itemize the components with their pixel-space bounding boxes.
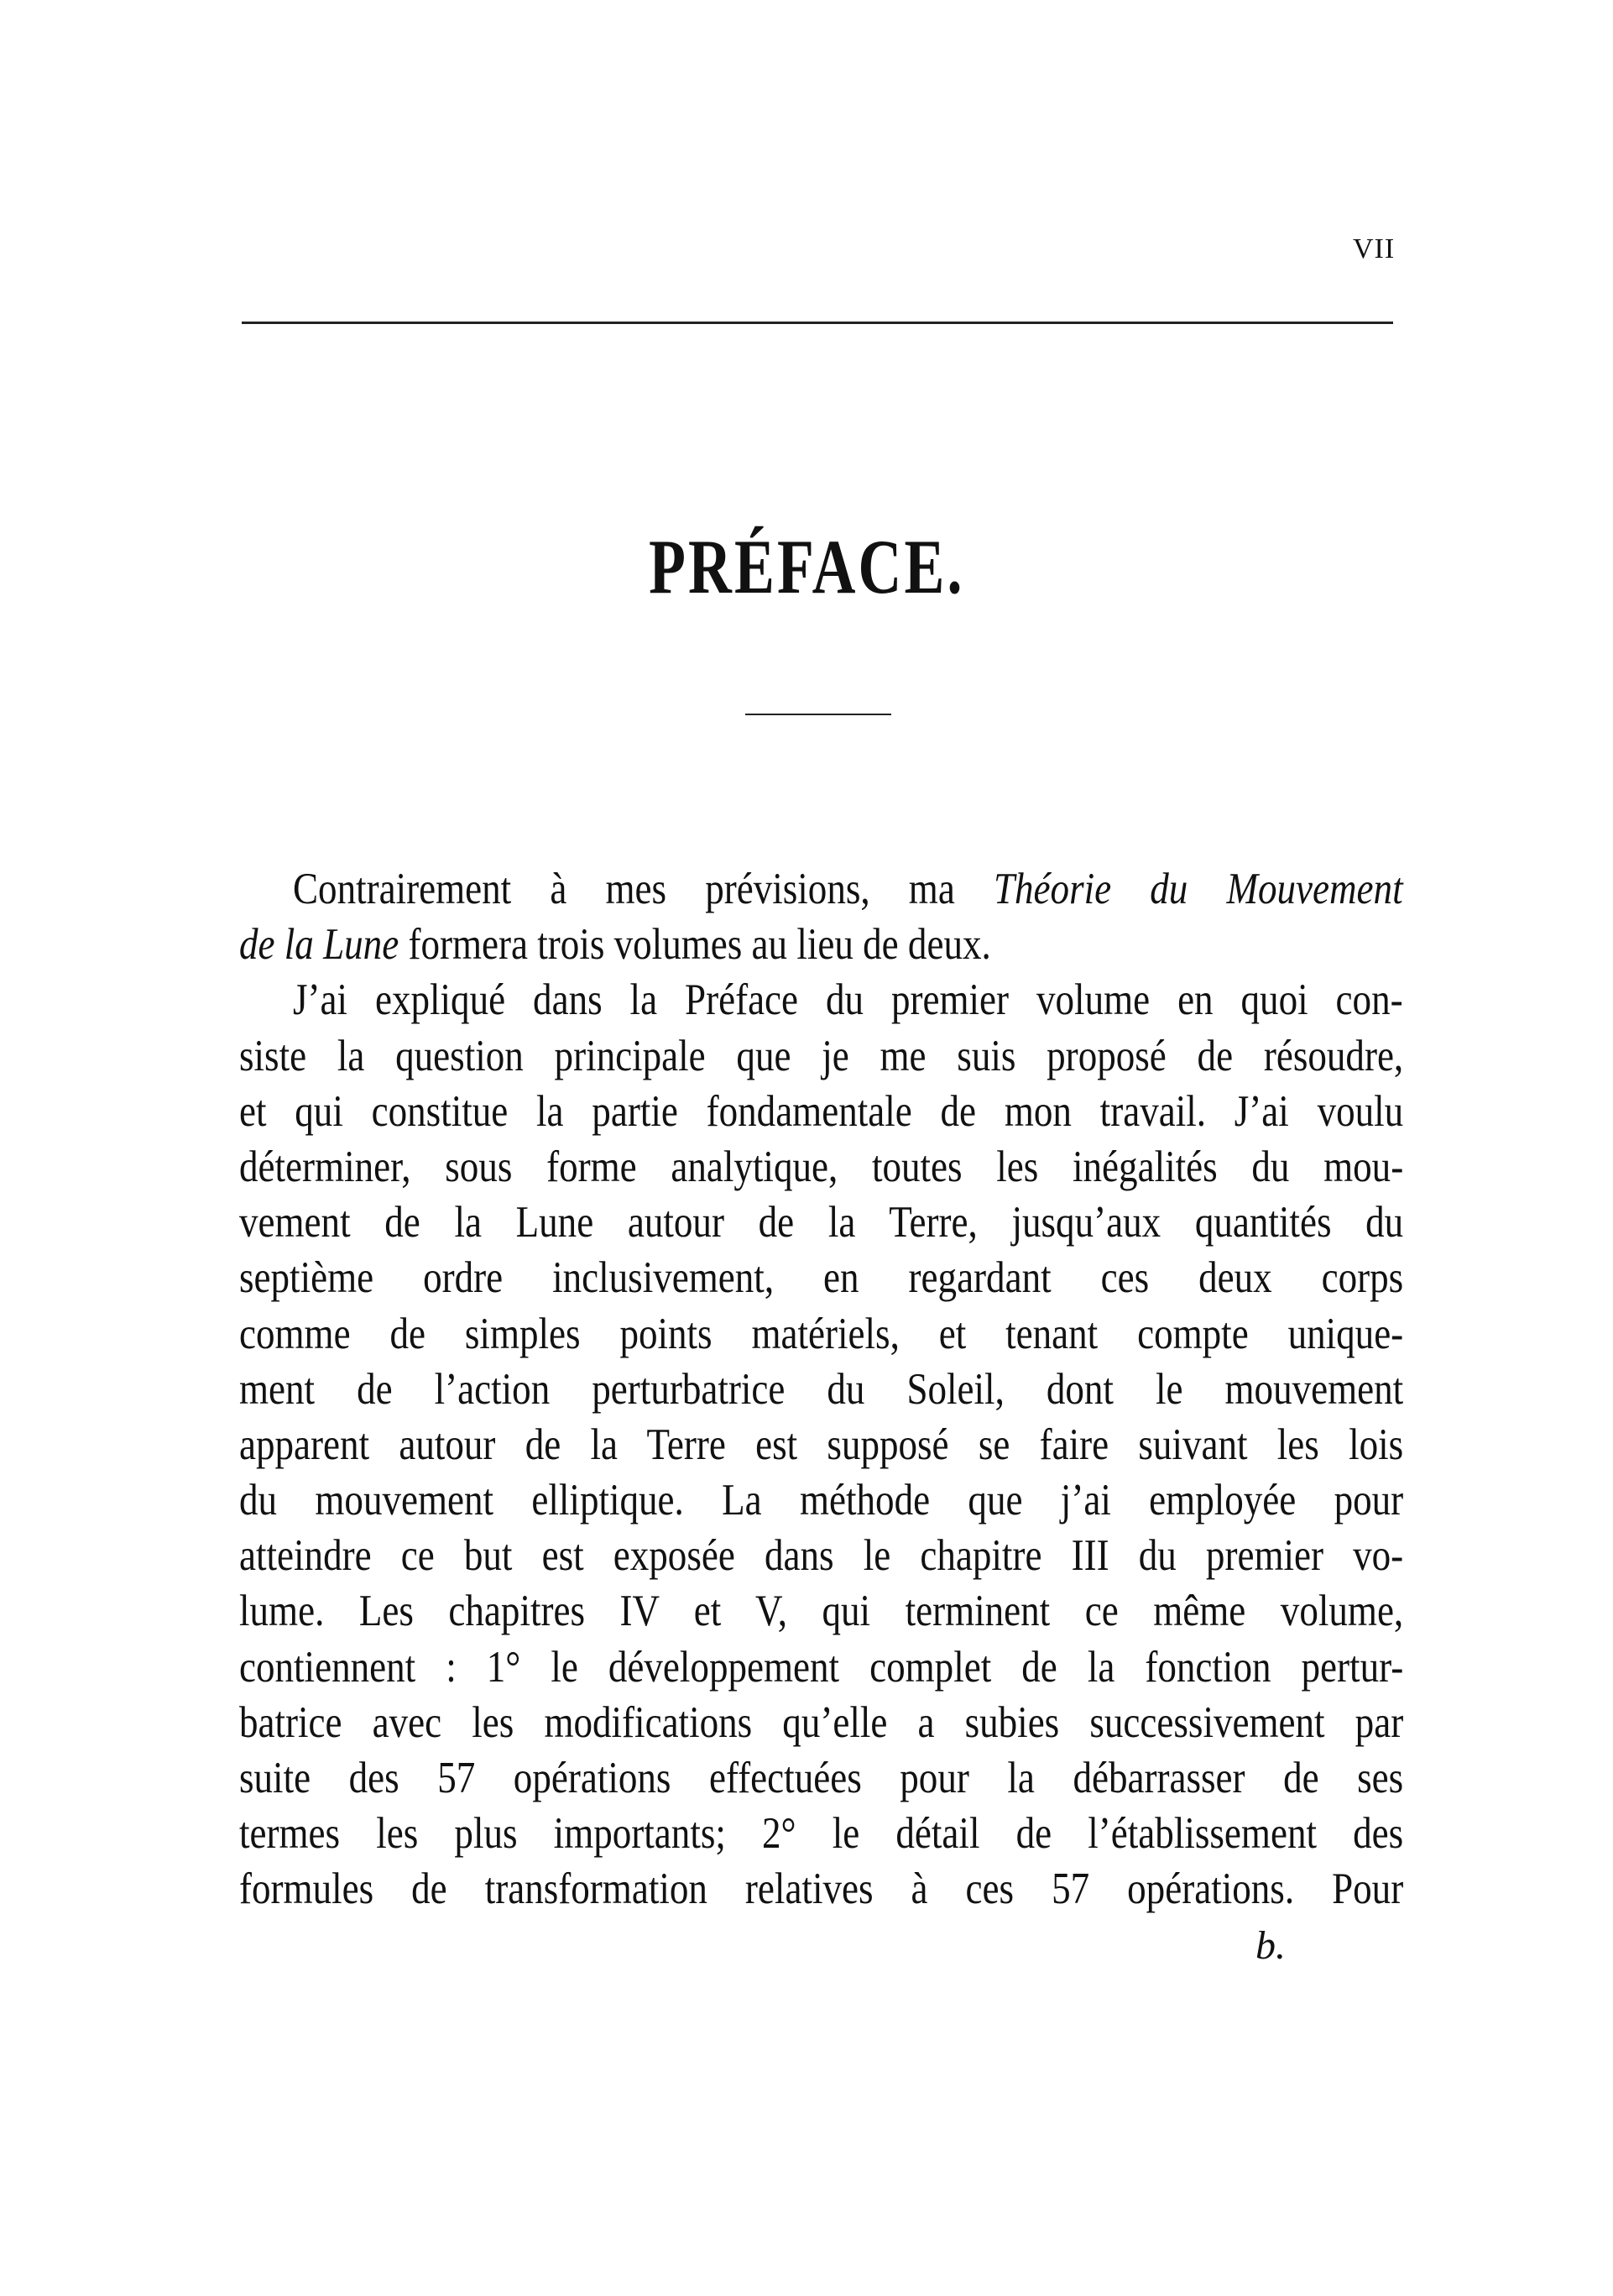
- line-text: Contrairement à mes prévisions, ma: [293, 865, 994, 913]
- line-text: termes les plus importants; 2° le détail de l’établissement des: [239, 1809, 1404, 1859]
- text-line: [239, 1861, 1403, 1917]
- page-number: VII: [1353, 233, 1396, 264]
- text-line: [239, 1362, 1403, 1417]
- text-line: [239, 1695, 1403, 1750]
- book-title-italic: Théorie du Mouvement: [993, 865, 1403, 913]
- chapter-title-text: PRÉFACE.: [648, 524, 965, 609]
- text-line: [239, 1306, 1403, 1362]
- line-text: batrice avec les modifications qu’elle a subies successivement par: [239, 1697, 1404, 1747]
- line-text: déterminer, sous forme analytique, toutes les inégalités du mou-: [239, 1142, 1404, 1191]
- text-line: [239, 1250, 1403, 1305]
- text-line: [239, 1139, 1403, 1195]
- text-line: [239, 1472, 1403, 1528]
- line-text: comme de simples points matériels, et tenant compte unique-: [239, 1309, 1404, 1358]
- text-line: [239, 1028, 1403, 1084]
- signature-mark: b.: [1255, 1923, 1286, 1968]
- text-line: [239, 1528, 1403, 1583]
- line-text: siste la question principale que je me suis proposé de résoudre,: [239, 1031, 1404, 1080]
- line-text: vement de la Lune autour de la Terre, jusqu’aux quantités du: [239, 1198, 1404, 1247]
- body-text: [239, 861, 1403, 1917]
- line-text: formera trois volumes au lieu de deux.: [399, 920, 991, 970]
- text-line: [239, 1583, 1403, 1639]
- text-line: [239, 1640, 1403, 1695]
- line-text: ment de l’action perturbatrice du Soleil, dont le mouvement: [239, 1364, 1404, 1414]
- chapter-title: [0, 522, 1613, 611]
- line-text: apparent autour de la Terre est supposé se faire suivant les lois: [239, 1420, 1404, 1469]
- line-text: atteindre ce but est exposée dans le chapitre III du premier vo-: [239, 1531, 1404, 1581]
- line-text: septième ordre inclusivement, en regardant ces deux corps: [239, 1253, 1404, 1303]
- line-text: et qui constitue la partie fondamentale de mon travail. J’ai voulu: [239, 1086, 1404, 1136]
- text-line: [239, 861, 1403, 917]
- header-rule: [242, 322, 1393, 324]
- line-text: formules de transformation relatives à ces 57 opérations. Pour: [239, 1865, 1404, 1914]
- text-line: [239, 1806, 1403, 1861]
- text-line: [239, 1195, 1403, 1250]
- line-text: du mouvement elliptique. La méthode que j’ai employée pour: [239, 1476, 1404, 1525]
- text-line: [239, 917, 1403, 972]
- line-text: lume. Les chapitres IV et V, qui terminent ce même volume,: [239, 1587, 1404, 1636]
- line-text: J’ai expliqué dans la Préface du premier volume en quoi con-: [293, 975, 1403, 1025]
- text-line: [239, 972, 1403, 1028]
- text-line: [239, 1750, 1403, 1806]
- line-text: suite des 57 opérations effectuées pour la débarrasser de ses: [239, 1754, 1404, 1802]
- text-line: [239, 1084, 1403, 1139]
- line-text: contiennent : 1° le développement complet de la fonction pertur-: [239, 1642, 1404, 1692]
- text-line: [239, 1417, 1403, 1472]
- title-rule: [745, 714, 891, 715]
- book-title-italic: de la Lune: [239, 920, 399, 970]
